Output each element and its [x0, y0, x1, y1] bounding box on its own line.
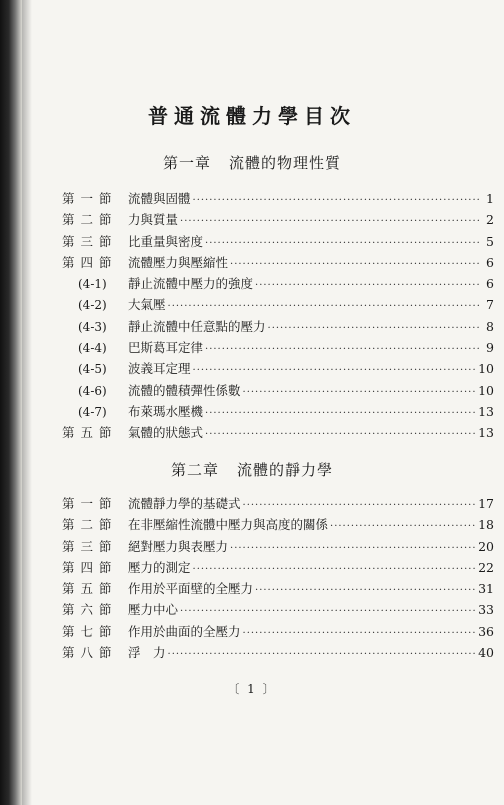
dot-leader — [230, 259, 480, 270]
page-number: 5 — [486, 233, 494, 249]
dot-leader — [193, 564, 477, 575]
page-number: 6 — [486, 254, 494, 270]
page-number: 8 — [486, 318, 494, 334]
dot-leader — [180, 606, 476, 617]
toc-entry — [62, 210, 494, 231]
chapter-number: 第二章 — [170, 461, 219, 479]
entry-title: 壓力的測定 — [128, 559, 191, 575]
section-number: 第四節 — [62, 559, 118, 575]
page-number: 31 — [478, 581, 494, 597]
toc-entry — [62, 537, 494, 558]
page-number: 17 — [478, 496, 494, 511]
entry-title: 氣體的狀態式 — [128, 425, 204, 441]
page-number: 33 — [478, 602, 494, 618]
page-number-footer: 〔 1 〕 — [227, 682, 277, 696]
toc-entry — [62, 423, 494, 444]
subsection-number: (4-2) — [78, 298, 107, 313]
toc-entry — [62, 381, 494, 402]
subsection-number: (4-6) — [78, 383, 107, 398]
entry-title: 靜止流體中壓力的強度 — [128, 276, 254, 292]
chapter-number: 第一章 — [162, 154, 211, 172]
dot-leader — [243, 628, 477, 639]
page-number: 10 — [478, 361, 494, 377]
entry-title: 大氣壓 — [128, 297, 166, 313]
entry-title: 壓力中心 — [128, 602, 179, 618]
toc-entry — [62, 515, 494, 536]
entry-title: 流體的體積彈性係數 — [128, 382, 241, 398]
entry-title: 比重量與密度 — [128, 233, 204, 249]
section-number: 第二節 — [62, 212, 118, 228]
page-number: 6 — [486, 276, 494, 292]
dot-leader — [205, 238, 480, 249]
toc-entry — [62, 622, 494, 643]
page-number: 36 — [478, 623, 494, 639]
page-number: 20 — [478, 538, 494, 554]
page-number: 9 — [486, 340, 494, 356]
toc-entry — [62, 359, 494, 380]
entry-title: 作用於曲面的全壓力 — [128, 623, 241, 639]
section-number: 第一節 — [62, 191, 118, 206]
toc-entry — [62, 558, 494, 579]
toc-entry — [62, 189, 494, 210]
subsection-number: (4-5) — [78, 362, 107, 377]
entry-title: 作用於平面壁的全壓力 — [128, 581, 254, 597]
toc-entry — [62, 600, 494, 621]
dot-leader — [205, 344, 480, 355]
section-number: 第三節 — [62, 538, 118, 554]
subsection-number: (4-7) — [78, 404, 107, 419]
page-number: 18 — [478, 517, 494, 533]
dot-leader — [330, 521, 476, 532]
toc-entry — [62, 274, 494, 295]
entry-title: 布萊瑪水壓機 — [128, 403, 204, 419]
entry-title: 力與質量 — [128, 212, 179, 228]
dot-leader — [243, 500, 477, 511]
dot-leader — [243, 387, 477, 398]
section-number: 第二節 — [62, 517, 118, 533]
section-number: 第八節 — [62, 645, 118, 661]
toc-entry — [62, 579, 494, 600]
page-number: 1 — [486, 191, 494, 206]
section-number: 第一節 — [62, 496, 118, 511]
dot-leader — [193, 365, 477, 376]
chapter-name: 流體的靜力學 — [237, 461, 334, 479]
dot-leader — [168, 649, 477, 660]
section-number: 第六節 — [62, 602, 118, 618]
entry-title: 浮 力 — [128, 645, 166, 661]
toc-entry — [62, 232, 494, 253]
subsection-number: (4-3) — [78, 319, 107, 334]
toc-entry — [62, 317, 494, 338]
page-number: 22 — [478, 559, 494, 575]
entry-title: 絕對壓力與表壓力 — [128, 538, 229, 554]
section-number: 第五節 — [62, 581, 118, 597]
entry-title: 巴斯葛耳定律 — [128, 340, 204, 356]
entry-title: 流體靜力學的基礎式 — [128, 496, 241, 511]
dot-leader — [180, 216, 480, 227]
page-number: 40 — [478, 645, 494, 661]
subsection-number: (4-1) — [78, 277, 107, 292]
section-number: 第七節 — [62, 623, 118, 639]
toc-list-chapter-1 — [62, 189, 494, 445]
entry-title: 流體壓力與壓縮性 — [128, 254, 229, 270]
toc-list-chapter-2 — [62, 494, 494, 664]
page-title: 普通流體力學目次 — [148, 104, 356, 128]
page-number: 2 — [486, 212, 494, 228]
dot-leader — [205, 429, 476, 440]
page-number: 13 — [478, 425, 494, 441]
toc-entry — [62, 494, 494, 515]
chapter-name: 流體的物理性質 — [229, 154, 342, 172]
entry-title: 流體與固體 — [128, 191, 191, 206]
chapter-heading-2 — [0, 459, 504, 480]
toc-entry — [62, 643, 494, 664]
dot-leader — [230, 543, 476, 554]
section-number: 第三節 — [62, 233, 118, 249]
chapter-heading-1 — [0, 152, 504, 173]
subsection-number: (4-4) — [78, 341, 107, 356]
dot-leader — [255, 280, 480, 291]
entry-title: 靜止流體中任意點的壓力 — [128, 318, 266, 334]
page-number: 10 — [478, 382, 494, 398]
page-number: 13 — [478, 403, 494, 419]
entry-title: 在非壓縮性流體中壓力與高度的關係 — [128, 517, 329, 533]
section-number: 第四節 — [62, 254, 118, 270]
dot-leader — [205, 408, 476, 419]
section-number: 第五節 — [62, 425, 118, 441]
dot-leader — [255, 585, 476, 596]
dot-leader — [168, 301, 480, 312]
toc-entry — [62, 402, 494, 423]
dot-leader — [268, 323, 480, 334]
page-number: 7 — [486, 297, 494, 313]
entry-title: 波義耳定理 — [128, 361, 191, 377]
dot-leader — [193, 195, 480, 206]
toc-entry — [62, 253, 494, 274]
toc-entry — [62, 295, 494, 316]
toc-entry — [62, 338, 494, 359]
